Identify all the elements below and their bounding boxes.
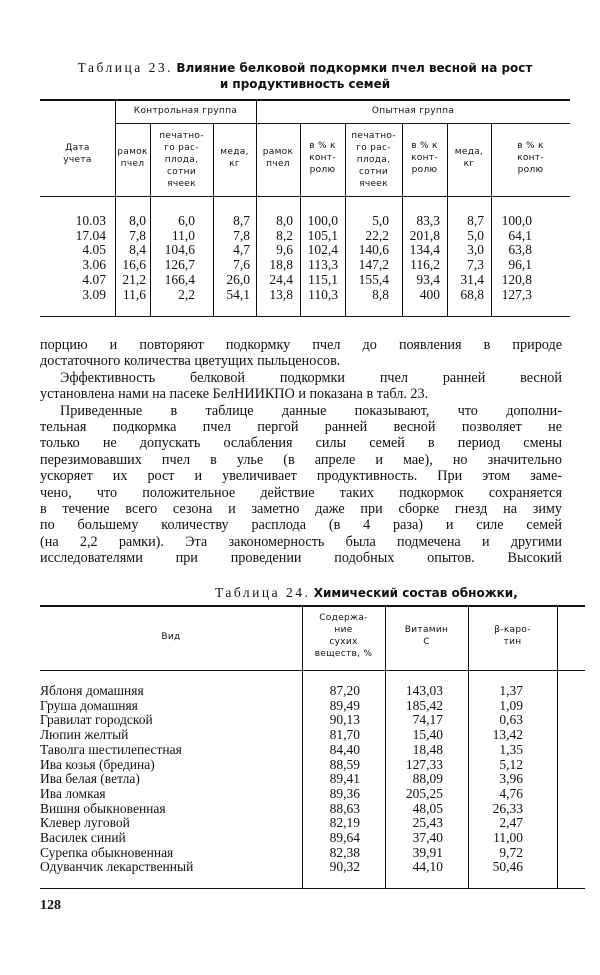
table-24-label: Таблица 24. — [215, 585, 311, 600]
value-cell: 205,25 — [405, 785, 443, 801]
value-cell: 100,0 — [501, 213, 532, 228]
table-23-title-line-2: и продуктивность семей — [219, 77, 391, 91]
value-cell: 18,48 — [412, 741, 443, 757]
value-cell: 5,0 — [467, 227, 484, 243]
table-24-top-rule — [40, 605, 585, 607]
value-cell: 3,96 — [499, 771, 523, 787]
value-cell: 88,63 — [329, 800, 360, 816]
value-cell: 8,0 — [129, 213, 146, 228]
value-cell: 63,8 — [508, 242, 532, 258]
body-paragraph — [40, 337, 562, 566]
header-experimental-group: Опытная группа — [371, 106, 455, 116]
value-cell: 116,2 — [410, 257, 440, 273]
value-cell: 4,7 — [233, 242, 250, 258]
table-24-caption — [215, 585, 575, 601]
paragraph-line: Приведенные в таблице данные показывают, что дополни- — [60, 402, 562, 419]
value-cell: 26,33 — [492, 800, 523, 816]
header-control-honey: меда, кг — [220, 147, 249, 169]
plant-name-cell: Ива ломкая — [40, 785, 106, 801]
header-exp-honey-pct: в % к конт- ролю — [517, 141, 544, 175]
value-cell: 120,8 — [501, 271, 532, 287]
paragraph-line: (на 2,2 рамки). Эта закономерность была подмечена и другими — [40, 533, 562, 550]
value-cell: 74,17 — [412, 712, 443, 728]
header-exp-honey: меда, кг — [454, 147, 484, 169]
paragraph-line: перезимовавших пчел в улье (в апреле и мае), но значительно — [40, 451, 562, 468]
plant-name-cell: Ива белая (ветла) — [40, 771, 140, 787]
value-cell: 113,3 — [308, 257, 338, 273]
paragraph-line: в течение всего сезона и заметно даже при сборке гнезд на зиму — [40, 500, 562, 517]
value-cell: 105,1 — [307, 227, 338, 243]
plant-name-cell: Груша домашняя — [40, 697, 138, 713]
plant-name-cell: Гравилат городской — [40, 712, 153, 728]
table-24-col-divider — [557, 606, 558, 888]
value-cell: 1,35 — [499, 741, 523, 757]
value-cell: 44,10 — [412, 859, 443, 875]
value-cell: 90,32 — [329, 859, 360, 875]
plant-name-cell: Люпин желтый — [40, 727, 129, 743]
page-number: 128 — [40, 898, 61, 913]
value-cell: 185,42 — [405, 697, 443, 713]
table-23-title-line-1: Влияние белковой подкормки пчел весной на рост — [176, 61, 533, 75]
date-cell: 3.09 — [82, 286, 106, 302]
table-23-caption — [40, 60, 570, 92]
value-cell: 11,00 — [493, 830, 523, 845]
paragraph-line: исследователями при проведении подобных опытов. Высокий — [40, 550, 562, 567]
value-cell: 5,0 — [372, 213, 389, 228]
header-exp-brood: печатно- го рас- плода, сотни ячеек — [351, 131, 396, 189]
plant-name-cell: Яблоня домашняя — [40, 683, 144, 698]
value-cell: 89,41 — [329, 771, 360, 787]
value-cell: 155,4 — [358, 271, 389, 287]
value-cell: 82,38 — [329, 844, 360, 860]
header-carotene: β-каро- тин — [494, 625, 531, 647]
paragraph-line: только не допускать ослабления силы семей в период смены — [40, 435, 562, 452]
value-cell: 110,3 — [308, 286, 338, 302]
value-cell: 147,2 — [358, 257, 389, 273]
header-exp-frames: рамок пчел — [262, 147, 294, 169]
table-23-label: Таблица 23. — [77, 60, 173, 75]
value-cell: 22,2 — [365, 227, 389, 243]
value-cell: 11,6 — [122, 286, 146, 302]
value-cell: 84,40 — [329, 741, 360, 757]
value-cell: 82,19 — [329, 815, 360, 831]
value-cell: 88,59 — [329, 756, 360, 772]
value-cell: 115,1 — [308, 271, 338, 287]
header-dry-matter: Содержа- ние сухих веществ, % — [314, 613, 373, 659]
value-cell: 201,8 — [409, 227, 440, 243]
value-cell: 8,7 — [233, 213, 250, 228]
value-cell: 6,0 — [178, 213, 195, 228]
value-cell: 50,46 — [492, 859, 523, 875]
paragraph-line: Эффективность белковой подкормки пчел ранней весной — [60, 369, 562, 386]
table-23-group-rule — [115, 123, 570, 124]
table-24-header-rule — [40, 670, 585, 671]
value-cell: 11,0 — [171, 227, 195, 243]
value-cell: 7,8 — [129, 227, 146, 243]
plant-name-cell: Сурепка обыкновенная — [40, 844, 174, 860]
paragraph-line: чено, что положительное действие таких подкормок сохраняется — [40, 484, 562, 501]
value-cell: 100,0 — [307, 213, 338, 228]
paragraph-line: порцию и повторяют подкормку пчел до появления в природе — [40, 337, 562, 353]
date-cell: 4.07 — [82, 271, 106, 287]
table-24-bottom-rule — [40, 888, 585, 889]
value-cell: 8,2 — [276, 227, 293, 243]
header-control-group: Контрольная группа — [133, 106, 238, 116]
plant-name-cell: Василек синий — [40, 830, 126, 845]
value-cell: 64,1 — [508, 227, 532, 243]
value-cell: 143,03 — [405, 683, 443, 698]
date-cell: 4.05 — [82, 242, 106, 258]
value-cell: 13,8 — [269, 286, 293, 302]
value-cell: 83,3 — [416, 213, 440, 228]
header-control-frames: рамок пчел — [117, 147, 148, 169]
value-cell: 16,6 — [122, 257, 146, 273]
value-cell: 9,6 — [276, 242, 293, 258]
value-cell: 25,43 — [412, 815, 443, 831]
value-cell: 31,4 — [460, 271, 484, 287]
value-cell: 96,1 — [508, 257, 532, 273]
value-cell: 2,2 — [178, 286, 195, 302]
value-cell: 1,37 — [499, 683, 523, 698]
value-cell: 7,6 — [233, 257, 250, 273]
value-cell: 89,64 — [329, 830, 360, 845]
header-date: Дата учета — [63, 143, 92, 165]
value-cell: 15,40 — [412, 727, 443, 743]
value-cell: 104,6 — [164, 242, 195, 258]
value-cell: 102,4 — [307, 242, 338, 258]
date-cell: 10.03 — [75, 213, 106, 228]
value-cell: 3,0 — [467, 242, 484, 258]
value-cell: 8,7 — [467, 213, 484, 228]
value-cell: 68,8 — [460, 286, 484, 302]
value-cell: 8,4 — [129, 242, 146, 258]
value-cell: 87,20 — [329, 683, 360, 698]
plant-name-cell: Одуванчик лекарственный — [40, 859, 194, 875]
value-cell: 9,72 — [499, 844, 523, 860]
header-exp-frames-pct: в % к конт- ролю — [309, 141, 336, 175]
header-control-brood: печатно- го рас- плода, сотни ячеек — [159, 131, 204, 189]
value-cell: 93,4 — [416, 271, 440, 287]
value-cell: 400 — [419, 286, 440, 302]
value-cell: 140,6 — [358, 242, 389, 258]
date-cell: 3.06 — [82, 257, 106, 273]
value-cell: 81,70 — [329, 727, 360, 743]
value-cell: 0,63 — [499, 712, 523, 728]
header-vitamin-c: Витамин С — [404, 625, 449, 647]
value-cell: 4,76 — [499, 785, 523, 801]
value-cell: 54,1 — [226, 286, 250, 302]
value-cell: 8,0 — [276, 213, 293, 228]
paragraph-line: по большему количеству расплода (в 4 раза) и силе семей — [40, 517, 562, 534]
table-24-title: Химический состав обножки, — [313, 586, 518, 600]
value-cell: 5,12 — [499, 756, 523, 772]
value-cell: 127,33 — [405, 756, 443, 772]
value-cell: 127,3 — [501, 286, 532, 302]
value-cell: 37,40 — [412, 830, 443, 845]
header-exp-brood-pct: в % к конт- ролю — [411, 141, 438, 175]
plant-name-cell: Вишня обыкновенная — [40, 800, 166, 816]
paragraph-line: достаточного количества цветущих пыльценосов. — [40, 353, 341, 370]
value-cell: 18,8 — [269, 257, 293, 273]
value-cell: 126,7 — [164, 257, 195, 273]
value-cell: 1,09 — [499, 697, 523, 713]
header-kind: Вид — [161, 632, 181, 642]
value-cell: 21,2 — [122, 271, 146, 287]
value-cell: 90,13 — [329, 712, 360, 728]
value-cell: 24,4 — [269, 271, 293, 287]
value-cell: 88,09 — [412, 771, 443, 787]
value-cell: 39,91 — [412, 844, 443, 860]
plant-name-cell: Ива козья (бредина) — [40, 756, 155, 772]
table-23-bottom-rule — [40, 316, 570, 317]
value-cell: 7,3 — [467, 257, 484, 273]
paragraph-line: ускоряет их рост и увеличивает продуктивность. При этом заме- — [40, 468, 562, 485]
value-cell: 166,4 — [164, 271, 195, 287]
value-cell: 2,47 — [499, 815, 523, 831]
value-cell: 89,36 — [329, 785, 360, 801]
table-23-top-rule — [40, 99, 570, 101]
value-cell: 89,49 — [329, 697, 360, 713]
value-cell: 48,05 — [412, 800, 443, 816]
value-cell: 26,0 — [226, 271, 250, 287]
paragraph-line: установлена нами на пасеке БелНИИКПО и показана в табл. 23. — [40, 386, 429, 403]
value-cell: 134,4 — [409, 242, 440, 258]
value-cell: 13,42 — [492, 727, 523, 743]
plant-name-cell: Таволга шестилепестная — [40, 741, 182, 757]
date-cell: 17.04 — [75, 227, 106, 243]
plant-name-cell: Клевер луговой — [40, 815, 130, 831]
paragraph-line: тельная подкормка пчел пергой ранней весной позволяет не — [40, 418, 562, 435]
value-cell: 8,8 — [372, 286, 389, 302]
value-cell: 7,8 — [233, 227, 250, 243]
